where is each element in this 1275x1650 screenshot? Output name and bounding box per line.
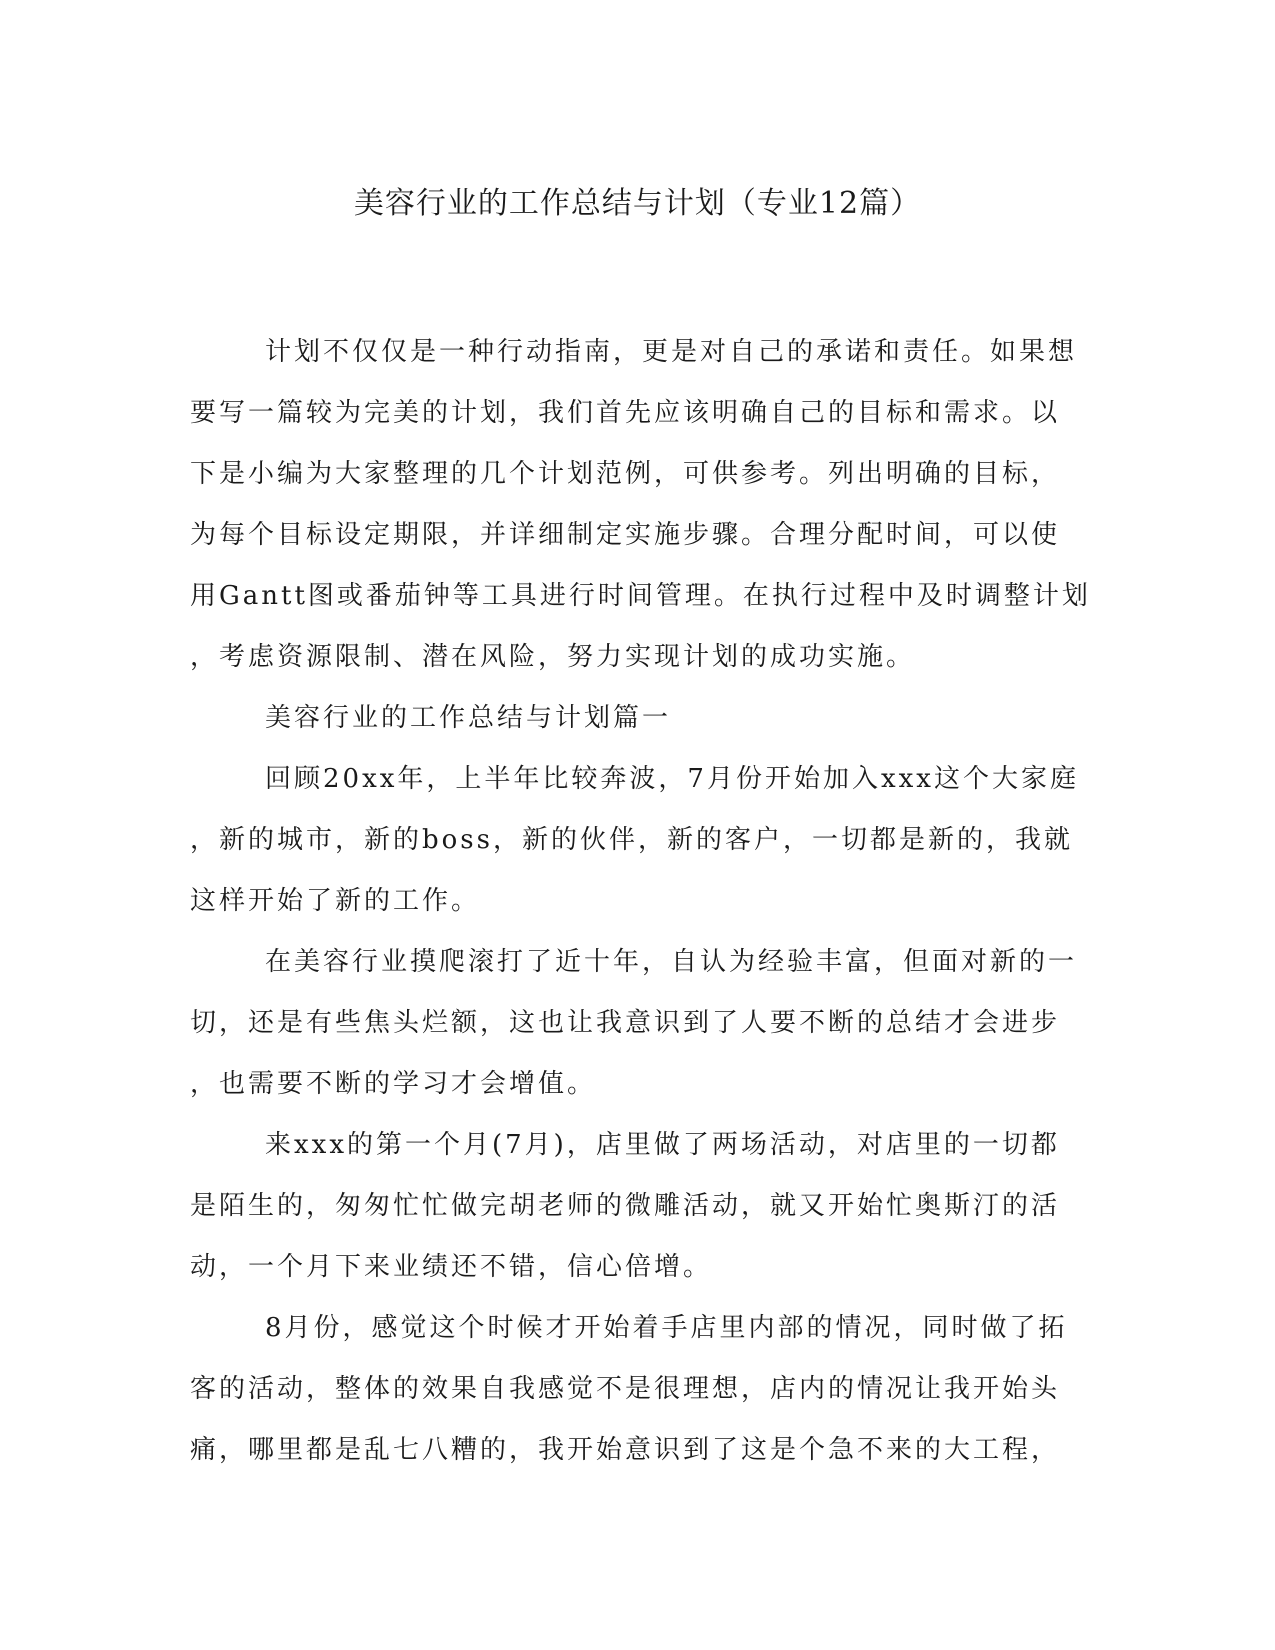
paragraph-line: 在美容行业摸爬滚打了近十年，自认为经验丰富，但面对新的一 [265, 947, 1078, 977]
paragraph-line: 为每个目标设定期限，并详细制定实施步骤。合理分配时间，可以使 [190, 520, 1061, 550]
paragraph-line: 用Gantt图或番茄钟等工具进行时间管理。在执行过程中及时调整计划 [190, 581, 1091, 611]
document-title: 美容行业的工作总结与计划（专业12篇） [353, 186, 922, 221]
paragraph-line: ，新的城市，新的boss，新的伙伴，新的客户，一切都是新的，我就 [190, 825, 1073, 855]
paragraph-line: 痛，哪里都是乱七八糟的，我开始意识到了这是个急不来的大工程， [190, 1435, 1061, 1465]
paragraph-line: ，考虑资源限制、潜在风险，努力实现计划的成功实施。 [190, 642, 916, 672]
paragraph-line: 计划不仅仅是一种行动指南，更是对自己的承诺和责任。如果想 [265, 337, 1078, 367]
paragraph-line: 动，一个月下来业绩还不错，信心倍增。 [190, 1252, 713, 1282]
paragraph-line: 8月份，感觉这个时候才开始着手店里内部的情况，同时做了拓 [265, 1313, 1068, 1343]
paragraph-line: 客的活动，整体的效果自我感觉不是很理想，店内的情况让我开始头 [190, 1374, 1061, 1404]
paragraph-line: 来xxx的第一个月(7月)，店里做了两场活动，对店里的一切都 [265, 1130, 1060, 1160]
paragraph-line: 这样开始了新的工作。 [190, 886, 481, 916]
paragraph-line: 要写一篇较为完美的计划，我们首先应该明确自己的目标和需求。以 [190, 398, 1061, 428]
paragraph-line: 下是小编为大家整理的几个计划范例，可供参考。列出明确的目标， [190, 459, 1061, 489]
document-body [190, 322, 1091, 1481]
section-heading: 美容行业的工作总结与计划篇一 [265, 703, 672, 733]
paragraph-line: 切，还是有些焦头烂额，这也让我意识到了人要不断的总结才会进步 [190, 1008, 1061, 1038]
paragraph-line: ，也需要不断的学习才会增值。 [190, 1069, 597, 1099]
paragraph-line: 回顾20xx年，上半年比较奔波，7月份开始加入xxx这个大家庭 [265, 764, 1079, 794]
paragraph-line: 是陌生的，匆匆忙忙做完胡老师的微雕活动，就又开始忙奥斯汀的活 [190, 1191, 1061, 1221]
